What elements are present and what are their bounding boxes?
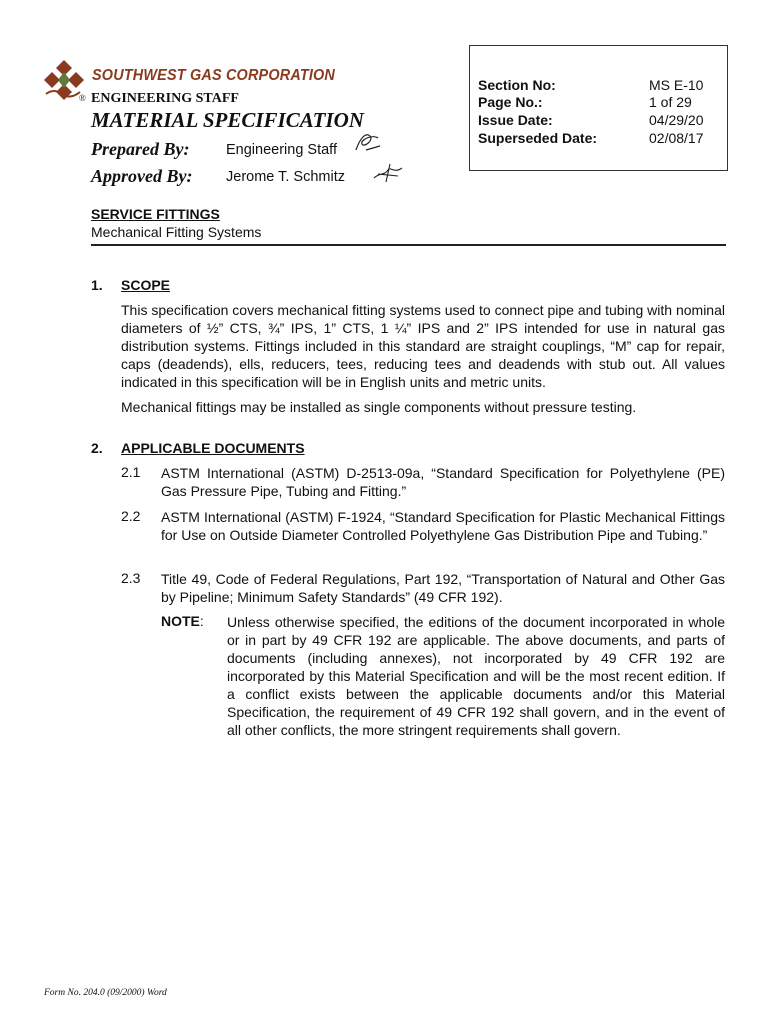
spec-title: SERVICE FITTINGS	[91, 206, 220, 222]
scope-paragraph: This specification covers mechanical fitting systems used to connect pipe and tubing with nominal diameters of ½” CTS, ¾” IPS, 1” CTS, 1 ¼” IPS and 2” IPS intended for use in natural gas distribution systems. Fittings included in this standard are straight couplings, “M” cap for repair, caps (deadends), ells, reducers, tees, reducing tees and deadends with stub out. All values indicated in this specification will be in English units and metric units.	[121, 302, 725, 390]
applicable-item-2-3: Title 49, Code of Federal Regulations, Part 192, “Transportation of Natural and Other Gas by Pipeline; Minimum Safety Standards” (49 CFR 192).	[161, 571, 725, 605]
superseded-date-value: 02/08/17	[649, 130, 704, 146]
item-number-2-3: 2.3	[121, 570, 141, 586]
item-number-2-1: 2.1	[121, 464, 141, 480]
page-no-value: 1 of 29	[649, 94, 692, 110]
scope-paragraph-2: Mechanical fittings may be installed as single components without pressure testing.	[121, 399, 637, 415]
item-number-2-2: 2.2	[121, 508, 141, 524]
title-divider	[91, 244, 726, 246]
applicable-item-2-1: ASTM International (ASTM) D-2513-09a, “Standard Specification for Polyethylene (PE) Gas Pressure Pipe, Tubing and Fitting.”	[161, 465, 725, 499]
spec-subtitle: Mechanical Fitting Systems	[91, 224, 262, 240]
form-number-footer: Form No. 204.0 (09/2000) Word	[44, 988, 167, 998]
page-no-label: Page No.:	[478, 94, 543, 110]
issue-date-label: Issue Date:	[478, 112, 553, 128]
note-label	[161, 613, 204, 629]
section-number: 2.	[91, 440, 103, 456]
prepared-by-label: Prepared By:	[91, 139, 190, 159]
registered-mark: ®	[79, 93, 86, 103]
applicable-item-2-2: ASTM International (ASTM) F-1924, “Standard Specification for Plastic Mechanical Fittings for Use on Outside Diameter Controlled Polyethylene Gas Distribution Pipe and Tubing.”	[161, 509, 725, 543]
company-name: SOUTHWEST GAS CORPORATION	[92, 67, 336, 84]
issue-date-value: 04/29/20	[649, 112, 704, 128]
prepared-by-signature-icon	[352, 128, 384, 158]
applicable-documents-heading: APPLICABLE DOCUMENTS	[121, 440, 305, 456]
section-no-label: Section No:	[478, 77, 556, 93]
section-number: 1.	[91, 277, 103, 293]
document-type-title: MATERIAL SPECIFICATION	[91, 108, 364, 132]
superseded-date-label: Superseded Date:	[478, 130, 598, 146]
note-label-colon: :	[199, 613, 204, 629]
note-text: Unless otherwise specified, the editions of the document incorporated in whole or in part by 49 CFR 192 are applicable. The above documents, and parts of documents (including annexes), not incorporated by 49 CFR 192 are incorporated by this Material Specification and will be the most recent edition. If a conflict exists between the applicable documents and/or this Material Specification, the requirement of 49 CFR 192 shall govern, and in the event of all other conflicts, the more stringent requirements shall govern.	[227, 614, 725, 738]
prepared-by-value: Engineering Staff	[226, 142, 337, 158]
approved-by-value: Jerome T. Schmitz	[226, 169, 345, 185]
approved-by-label: Approved By:	[91, 166, 193, 186]
note-label-text: NOTE	[161, 613, 200, 629]
section-no-value: MS E-10	[649, 77, 704, 93]
scope-heading: SCOPE	[121, 277, 171, 293]
approved-by-signature-icon	[372, 162, 406, 184]
department-label: ENGINEERING STAFF	[91, 91, 239, 106]
